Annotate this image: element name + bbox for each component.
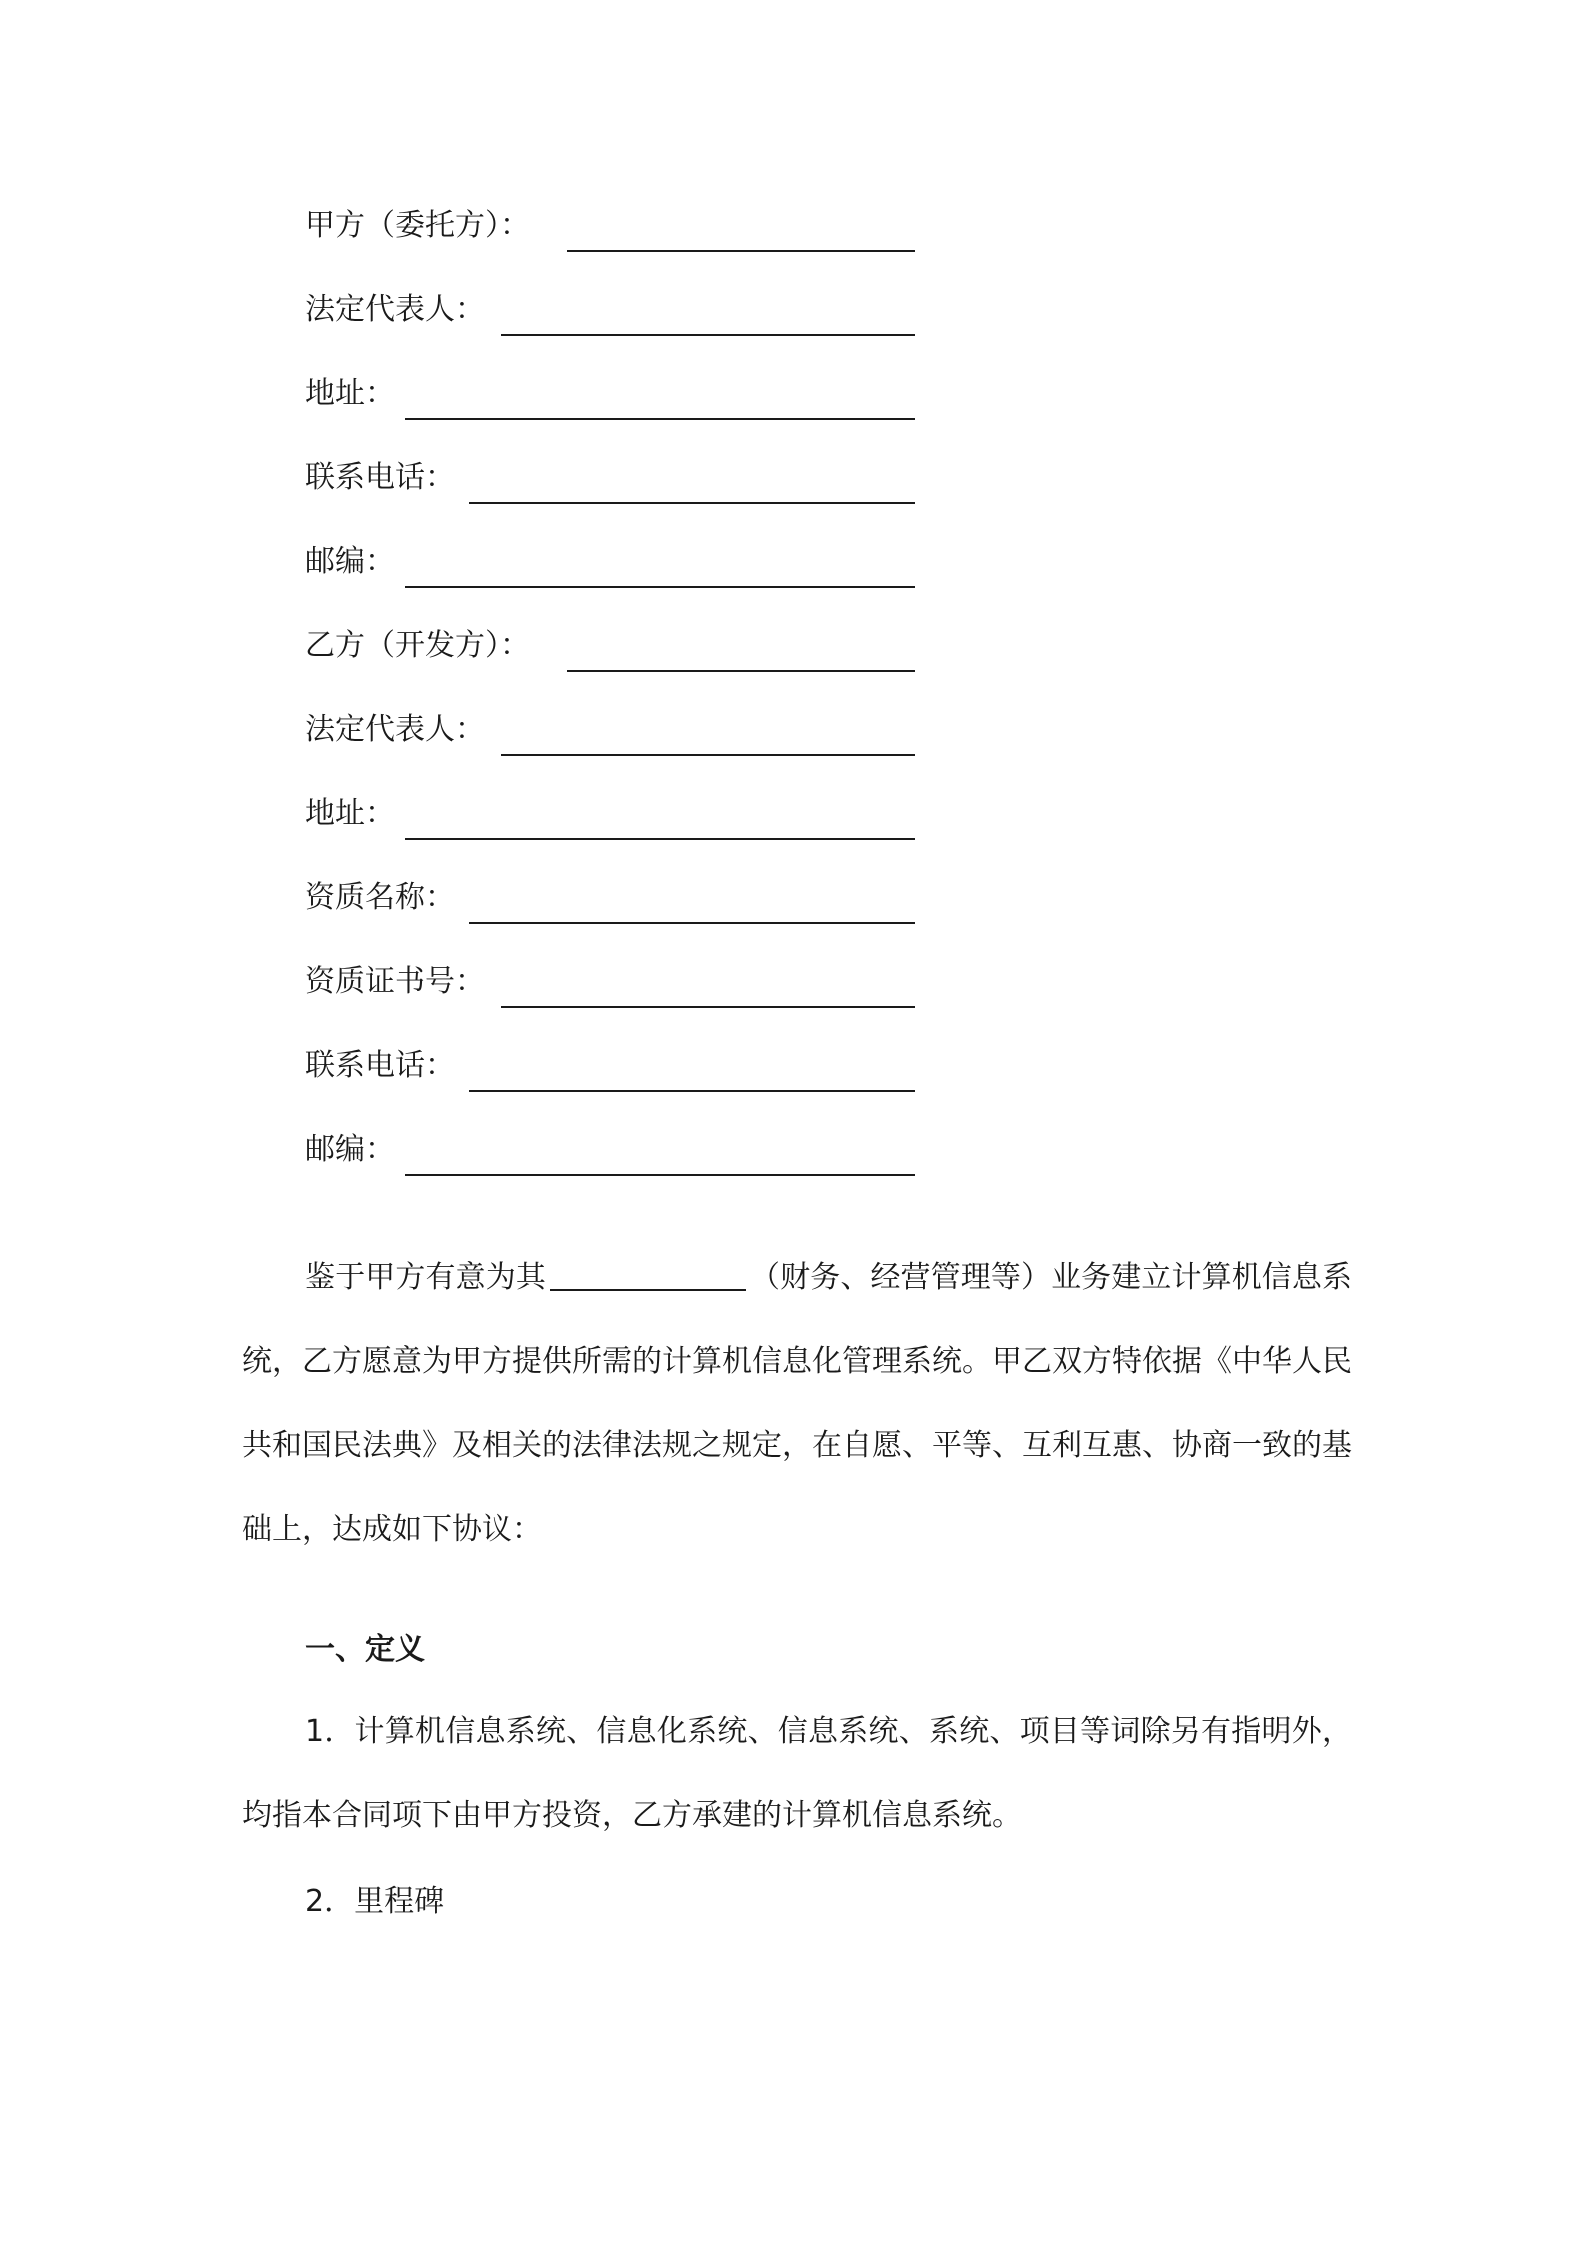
section-1-heading: 一、定义 xyxy=(305,1632,425,1667)
party-b-address-field xyxy=(305,780,915,840)
party-b-phone-blank[interactable] xyxy=(469,1090,915,1092)
party-a-address-field xyxy=(305,360,915,420)
business-type-blank[interactable] xyxy=(550,1259,746,1291)
party-a-rep-label: 法定代表人： xyxy=(305,292,485,327)
party-b-rep-field xyxy=(305,696,915,756)
party-a-title-field xyxy=(305,192,915,252)
definition-item-2: 2．里程碑 xyxy=(305,1884,445,1919)
party-b-qual-name-label: 资质名称： xyxy=(305,880,455,915)
party-b-rep-blank[interactable] xyxy=(501,754,915,756)
party-b-phone-label: 联系电话： xyxy=(305,1048,455,1083)
party-b-qual-name-blank[interactable] xyxy=(469,922,915,924)
party-b-qual-cert-field xyxy=(305,948,915,1008)
party-b-address-label: 地址： xyxy=(305,796,395,831)
party-a-address-blank[interactable] xyxy=(405,418,915,420)
party-a-phone-blank[interactable] xyxy=(469,502,915,504)
party-a-address-label: 地址： xyxy=(305,376,395,411)
party-b-title-blank[interactable] xyxy=(567,670,915,672)
party-b-qual-name-field xyxy=(305,864,915,924)
preamble-text-2: （财务、经营管理等）业务建立计算机信息系统，乙方愿意为甲方提供所需的计算机信息化管理系统。甲乙双方特依据《中华人民共和国民法典》及相关的法律法规之规定，在自愿、平等、互利互惠、协商一致的基础上，达成如下协议： xyxy=(242,1260,1353,1547)
party-a-title-label: 甲方（委托方）： xyxy=(305,208,530,243)
party-b-postcode-field xyxy=(305,1116,915,1176)
definition-item-1 xyxy=(242,1690,1352,1858)
party-b-qual-cert-label: 资质证书号： xyxy=(305,964,485,999)
party-a-phone-field xyxy=(305,444,915,504)
party-a-title-blank[interactable] xyxy=(567,250,915,252)
party-b-qual-cert-blank[interactable] xyxy=(501,1006,915,1008)
party-b-title-field xyxy=(305,612,915,672)
party-b-rep-label: 法定代表人： xyxy=(305,712,485,747)
party-a-postcode-blank[interactable] xyxy=(405,586,915,588)
party-a-rep-blank[interactable] xyxy=(501,334,915,336)
party-b-phone-field xyxy=(305,1032,915,1092)
party-a-postcode-field xyxy=(305,528,915,588)
party-a-phone-label: 联系电话： xyxy=(305,460,455,495)
definition-item-1-text: 1．计算机信息系统、信息化系统、信息系统、系统、项目等词除另有指明外，均指本合同项下由甲方投资，乙方承建的计算机信息系统。 xyxy=(242,1714,1352,1833)
preamble-paragraph xyxy=(242,1236,1352,1572)
party-a-rep-field xyxy=(305,276,915,336)
party-b-title-label: 乙方（开发方）： xyxy=(305,628,530,663)
party-b-address-blank[interactable] xyxy=(405,838,915,840)
party-a-postcode-label: 邮编： xyxy=(305,544,395,579)
party-b-postcode-label: 邮编： xyxy=(305,1132,395,1167)
party-b-postcode-blank[interactable] xyxy=(405,1174,915,1176)
preamble-text-1: 鉴于甲方有意为其 xyxy=(305,1260,546,1295)
